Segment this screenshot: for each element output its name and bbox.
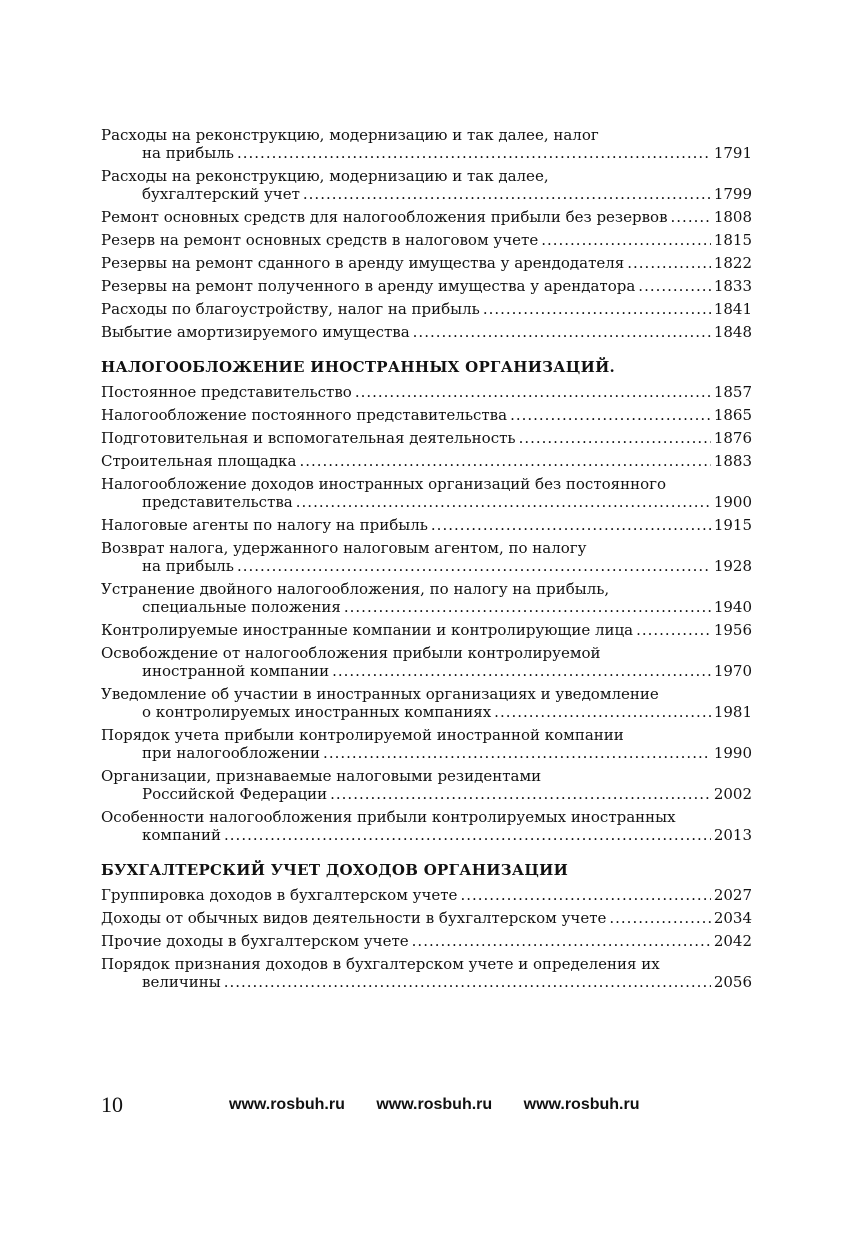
dot-leader [237,144,711,162]
toc-entry-line [101,580,752,598]
toc-entry-line [101,726,752,744]
toc-entry[interactable] [101,167,752,203]
toc-entry-line [101,167,752,185]
toc-entry-title: Расходы на реконструкцию, модернизацию и так далее, налог [101,126,599,144]
table-of-contents [101,126,752,996]
toc-entry-line [101,826,752,844]
toc-entry[interactable] [101,452,752,470]
dot-leader [541,231,711,249]
toc-entry-line [101,557,752,575]
dot-leader [638,277,711,295]
dot-leader [413,323,711,341]
toc-entry-title: Порядок признания доходов в бухгалтерском учете и определения их [101,955,660,973]
dot-leader [609,909,710,927]
toc-entry[interactable] [101,475,752,511]
toc-page-number: 1876 [713,429,752,447]
toc-entry[interactable] [101,726,752,762]
toc-entry[interactable] [101,909,752,927]
dot-leader [494,703,711,721]
toc-entry-title: Порядок учета прибыли контролируемой иностранной компании [101,726,624,744]
toc-entry[interactable] [101,208,752,226]
toc-entry-line [101,598,752,616]
toc-entry-title: Налогообложение постоянного представительства [101,406,508,424]
toc-page-number: 1990 [713,744,752,762]
toc-entry-title: Российской Федерации [142,785,328,803]
toc-entry[interactable] [101,932,752,950]
toc-entry-title: Контролируемые иностранные компании и контролирующие лица [101,621,634,639]
toc-entry-line [101,406,752,424]
toc-entry-line [101,662,752,680]
toc-entry[interactable] [101,277,752,295]
toc-entry-line [101,785,752,803]
toc-entry-title: Уведомление об участии в иностранных организациях и уведомление [101,685,659,703]
dot-leader [431,516,711,534]
toc-page-number: 1928 [713,557,752,575]
toc-entry[interactable] [101,539,752,575]
toc-entry-line [101,703,752,721]
toc-entry-line [101,185,752,203]
toc-page-number: 1981 [713,703,752,721]
toc-page-number: 2002 [713,785,752,803]
dot-leader [237,557,711,575]
toc-entry-line [101,300,752,318]
toc-entry-line [101,144,752,162]
toc-entry-line [101,277,752,295]
toc-entry-title: Подготовительная и вспомогательная деятельность [101,429,516,447]
toc-entry[interactable] [101,516,752,534]
toc-page-number: 1799 [713,185,752,203]
toc-entry-title: Возврат налога, удержанного налоговым агентом, по налогу [101,539,587,557]
toc-page-number: 1833 [713,277,752,295]
toc-entry-title: на прибыль [142,144,234,162]
toc-entry-title: Резерв на ремонт основных средств в налоговом учете [101,231,539,249]
section-heading: БУХГАЛТЕРСКИЙ УЧЕТ ДОХОДОВ ОРГАНИЗАЦИИ [101,861,569,879]
dot-leader [303,185,711,203]
toc-entry-title: Устранение двойного налогообложения, по налогу на прибыль, [101,580,610,598]
dot-leader [627,254,711,272]
toc-entry-title: Расходы на реконструкцию, модернизацию и так далее, [101,167,549,185]
toc-entry-title: специальные положения [142,598,341,616]
toc-page-number: 1791 [713,144,752,162]
page-number: 10 [101,1092,123,1117]
toc-entry-line [101,493,752,511]
dot-leader [519,429,711,447]
toc-entry[interactable] [101,383,752,401]
toc-page-number: 1822 [713,254,752,272]
toc-entry[interactable] [101,231,752,249]
dot-leader [483,300,711,318]
toc-page-number: 1865 [713,406,752,424]
dot-leader [224,973,711,991]
toc-entry-line [101,909,752,927]
toc-entry[interactable] [101,254,752,272]
toc-entry-title: Доходы от обычных видов деятельности в бухгалтерском учете [101,909,607,927]
page-footer [101,1093,752,1117]
toc-page-number: 1815 [713,231,752,249]
website-link[interactable]: www.rosbuh.ru [376,1096,493,1113]
toc-entry[interactable] [101,644,752,680]
dot-leader [355,383,711,401]
website-link[interactable]: www.rosbuh.ru [229,1096,345,1113]
toc-entry-title: Резервы на ремонт полученного в аренду имущества у арендатора [101,277,636,295]
toc-entry-line [101,323,752,341]
toc-entry-title: представительства [142,493,293,511]
toc-entry-title: величины [142,973,221,991]
toc-entry-line [101,254,752,272]
dot-leader [510,406,711,424]
toc-page-number: 1956 [713,621,752,639]
toc-entry-line [101,744,752,762]
dot-leader [671,208,711,226]
toc-entry-title: Выбытие амортизируемого имущества [101,323,410,341]
dot-leader [299,452,710,470]
dot-leader [460,886,710,904]
dot-leader [636,621,711,639]
toc-entry-title: Организации, признаваемые налоговыми резидентами [101,767,542,785]
toc-page-number: 1841 [713,300,752,318]
toc-entry-title: при налогообложении [142,744,321,762]
toc-entry-line [101,126,752,144]
dot-leader [332,662,711,680]
toc-page-number: 2027 [713,886,752,904]
toc-page-number: 1848 [713,323,752,341]
toc-entry-line [101,932,752,950]
toc-entry-title: Ремонт основных средств для налогообложения прибыли без резервов [101,208,668,226]
toc-entry-title: Строительная площадка [101,452,297,470]
toc-entry-line [101,429,752,447]
toc-entry[interactable] [101,429,752,447]
toc-page-number: 2056 [713,973,752,991]
toc-page-number: 2013 [713,826,752,844]
toc-page-number: 2034 [713,909,752,927]
toc-entry[interactable] [101,767,752,803]
toc-page-number: 1970 [713,662,752,680]
toc-entry[interactable] [101,808,752,844]
toc-entry-line [101,383,752,401]
toc-entry-line [101,767,752,785]
toc-page-number: 1808 [713,208,752,226]
toc-page-number: 2042 [713,932,752,950]
toc-page-number: 1940 [713,598,752,616]
toc-entry-line [101,475,752,493]
dot-leader [344,598,711,616]
dot-leader [323,744,711,762]
toc-entry-title: о контролируемых иностранных компаниях [142,703,492,721]
toc-entry[interactable] [101,126,752,162]
section-heading: НАЛОГООБЛОЖЕНИЕ ИНОСТРАННЫХ ОРГАНИЗАЦИЙ. [101,358,616,376]
toc-entry-title: Налоговые агенты по налогу на прибыль [101,516,428,534]
toc-entry[interactable] [101,323,752,341]
toc-entry-line [101,644,752,662]
toc-entry-title: Прочие доходы в бухгалтерском учете [101,932,409,950]
toc-entry[interactable] [101,300,752,318]
toc-entry-line [101,621,752,639]
toc-entry[interactable] [101,685,752,721]
toc-entry-title: Резервы на ремонт сданного в аренду имущества у арендодателя [101,254,625,272]
dot-leader [330,785,711,803]
toc-entry-title: Освобождение от налогообложения прибыли контролируемой [101,644,601,662]
toc-entry-title: бухгалтерский учет [142,185,300,203]
toc-entry[interactable] [101,886,752,904]
toc-entry-title: Группировка доходов в бухгалтерском учете [101,886,458,904]
toc-page-number: 1883 [713,452,752,470]
toc-entry-line [101,231,752,249]
toc-entry-title: Налогообложение доходов иностранных организаций без постоянного [101,475,667,493]
toc-entry-line [101,808,752,826]
dot-leader [224,826,711,844]
toc-entry-line [101,516,752,534]
toc-entry-line [101,973,752,991]
toc-entry-title: Постоянное представительство [101,383,352,401]
toc-entry-title: на прибыль [142,557,234,575]
toc-entry-line [101,452,752,470]
toc-page-number: 1900 [713,493,752,511]
dot-leader [296,493,711,511]
toc-entry-title: Особенности налогообложения прибыли контролируемых иностранных [101,808,676,826]
toc-entry[interactable] [101,621,752,639]
toc-entry-line [101,955,752,973]
toc-entry[interactable] [101,580,752,616]
toc-entry-title: Расходы по благоустройству, налог на прибыль [101,300,480,318]
toc-entry[interactable] [101,406,752,424]
toc-entry[interactable] [101,955,752,991]
toc-entry-line [101,539,752,557]
toc-page-number: 1857 [713,383,752,401]
website-link[interactable]: www.rosbuh.ru [523,1096,640,1113]
footer-website-links [229,1095,666,1115]
toc-page-number: 1915 [713,516,752,534]
toc-entry-line [101,208,752,226]
toc-entry-line [101,886,752,904]
toc-entry-title: иностранной компании [142,662,330,680]
toc-entry-line [101,685,752,703]
toc-entry-title: компаний [142,826,222,844]
dot-leader [412,932,711,950]
